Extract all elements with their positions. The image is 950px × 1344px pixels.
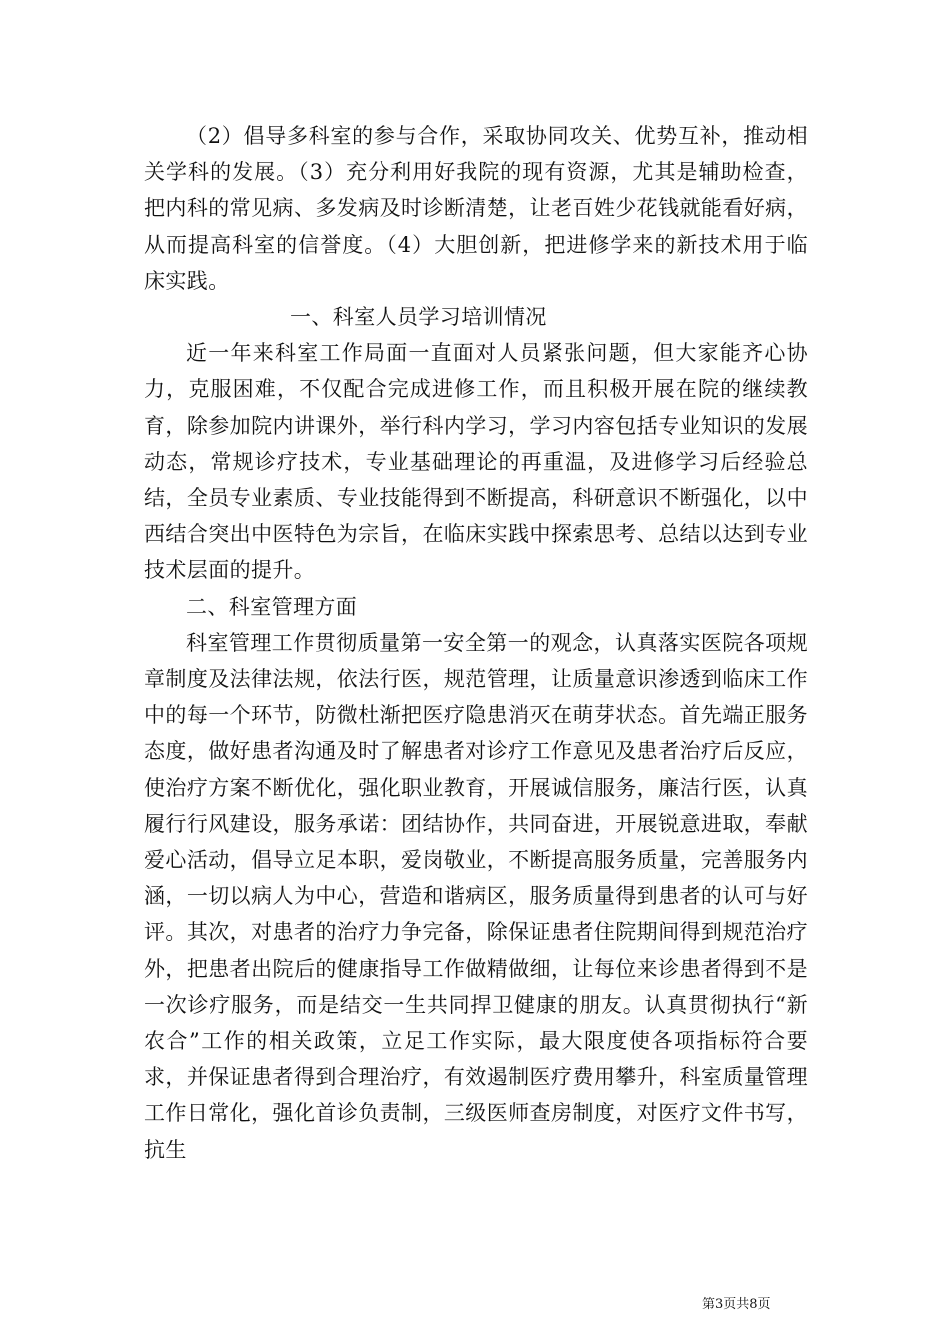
paragraph-management: 科室管理工作贯彻质量第一安全第一的观念，认真落实医院各项规章制度及法律法规，依法行医，规范管理，让质量意识渗透到临床工作中的每一个环节，防微杜渐把医疗隐患消灭在萌芽状态。首先端正服务态度，做好患者沟通及时了解患者对诊疗工作意见及患者治疗后反应，使治疗方案不断优化，强化职业教育，开展诚信服务，廉洁行医，认真履行行风建设，服务承诺：团结协作，共同奋进，开展锐意进取，奉献爱心活动，倡导立足本职，爱岗敬业，不断提高服务质量，完善服务内涵，一切以病人为中心，营造和谐病区，服务质量得到患者的认可与好评。其次，对患者的治疗力争完备，除保证患者住院期间得到规范治疗外，把患者出院后的健康指导工作做精做细，让每位来诊患者得到不是一次诊疗服务，而是结交一生共同捍卫健康的朋友。认真贯彻执行“新农合”工作的相关政策，立足工作实际，最大限度使各项指标符合要求，并保证患者得到合理治疗，有效遏制医疗费用攀升，科室质量管理工作日常化，强化首诊负责制，三级医师查房制度，对医疗文件书写，抗生 — [144, 630, 808, 1162]
section-heading-management: 二、科室管理方面 — [186, 594, 358, 619]
paragraph-recommendations: （2）倡导多科室的参与合作，采取协同攻关、优势互补，推动相关学科的发展。（3）充分利用好我院的现有资源，尤其是辅助检查，把内科的常见病、多发病及时诊断清楚，让老百姓少花钱就能看好病，从而提高科室的信誉度。（4）大胆创新，把进修学来的新技术用于临床实践。 — [144, 124, 808, 293]
page-number-footer: 第3页共8页 — [702, 1297, 771, 1312]
section-heading-training: 一、科室人员学习培训情况 — [290, 305, 547, 330]
document-body — [144, 118, 808, 1168]
paragraph-training: 近一年来科室工作局面一直面对人员紧张问题，但大家能齐心协力，克服困难，不仅配合完成进修工作，而且积极开展在院的继续教育，除参加院内讲课外，举行科内学习，学习内容包括专业知识的发展动态，常规诊疗技术，专业基础理论的再重温，及进修学习后经验总结，全员专业素质、专业技能得到不断提高，科研意识不断强化，以中西结合突出中医特色为宗旨，在临床实践中探索思考、总结以达到专业技术层面的提升。 — [144, 341, 808, 583]
